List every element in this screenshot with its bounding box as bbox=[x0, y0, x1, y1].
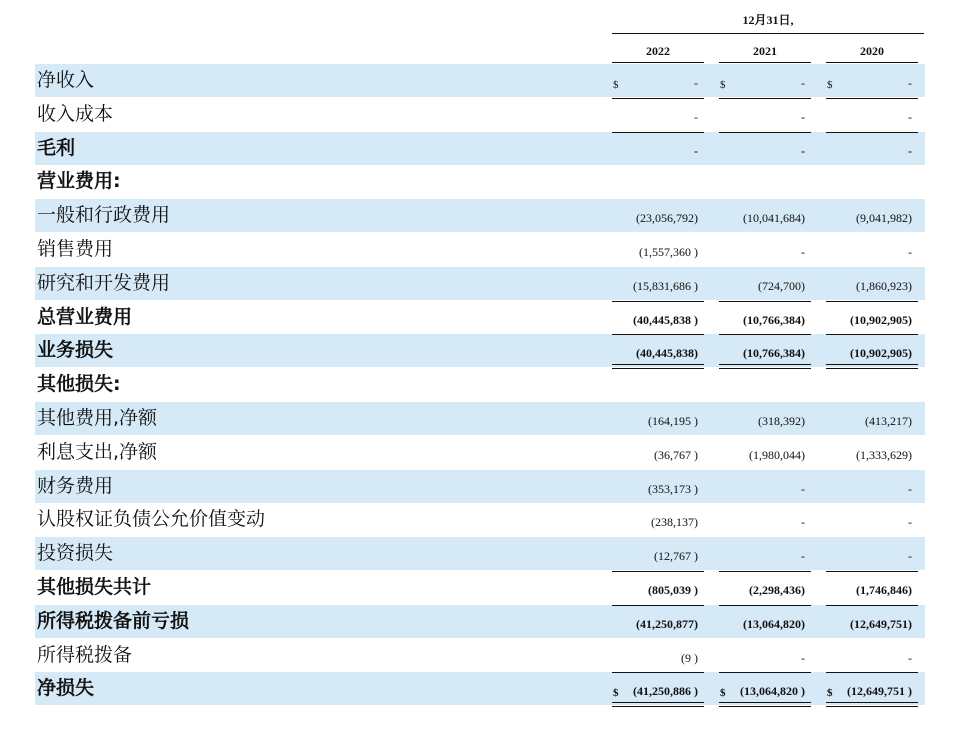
subtotal-rule bbox=[826, 301, 918, 302]
row-label: 净收入 bbox=[37, 69, 95, 91]
row-label: 利息支出,净额 bbox=[37, 440, 158, 463]
value-text: - bbox=[908, 515, 912, 530]
value-text: (724,700) bbox=[758, 278, 805, 293]
value-text: (10,766,384) bbox=[743, 312, 805, 327]
value-text: - bbox=[801, 109, 805, 124]
year-header-2021: 2021 bbox=[753, 44, 777, 58]
table-row bbox=[35, 672, 925, 705]
value-cell bbox=[612, 672, 704, 705]
subtotal-rule bbox=[612, 672, 704, 673]
value-text: (13,064,820 ) bbox=[740, 684, 805, 699]
table-row bbox=[35, 402, 925, 435]
value-text: (413,217) bbox=[865, 414, 912, 428]
value-text: (353,173 ) bbox=[648, 481, 698, 496]
year-underline bbox=[826, 62, 918, 63]
row-label: 净损失 bbox=[37, 677, 95, 700]
value-text: (1,980,044) bbox=[749, 447, 805, 462]
value-cell bbox=[612, 301, 704, 334]
value-text: - bbox=[908, 481, 912, 496]
subtotal-rule bbox=[719, 571, 811, 572]
value-text: - bbox=[908, 76, 912, 90]
subtotal-rule bbox=[719, 605, 811, 606]
value-text: (238,137) bbox=[651, 515, 698, 530]
table-row bbox=[35, 436, 925, 469]
subtotal-rule bbox=[719, 301, 811, 302]
subtotal-rule bbox=[719, 672, 811, 673]
value-text: (1,333,629) bbox=[856, 447, 912, 462]
subtotal-rule bbox=[612, 334, 704, 335]
table-row bbox=[35, 334, 925, 367]
value-cell bbox=[826, 98, 918, 131]
value-cell bbox=[826, 301, 918, 334]
value-cell bbox=[719, 199, 811, 232]
value-text: - bbox=[801, 515, 805, 530]
value-cell bbox=[612, 503, 704, 536]
row-label: 收入成本 bbox=[37, 102, 114, 125]
value-text: (9 ) bbox=[681, 650, 698, 665]
value-text: - bbox=[908, 109, 912, 124]
row-label: 毛利 bbox=[37, 136, 76, 159]
row-label: 其他损失共计 bbox=[37, 576, 152, 598]
value-cell bbox=[719, 672, 811, 705]
value-cell bbox=[826, 503, 918, 536]
total-double-rule bbox=[826, 702, 918, 707]
value-text: - bbox=[801, 650, 805, 665]
value-cell bbox=[719, 470, 811, 503]
value-cell bbox=[719, 571, 811, 604]
subtotal-rule bbox=[719, 334, 811, 335]
value-cell bbox=[612, 436, 704, 469]
value-cell bbox=[612, 605, 704, 638]
table-row bbox=[35, 233, 925, 266]
subtotal-rule bbox=[826, 98, 918, 99]
value-text: (1,860,923) bbox=[856, 278, 912, 293]
value-text: - bbox=[908, 143, 912, 158]
year-underline bbox=[612, 62, 704, 63]
row-label: 所得税拨备前亏损 bbox=[37, 609, 190, 632]
value-text: - bbox=[801, 549, 805, 564]
value-cell bbox=[612, 132, 704, 165]
subtotal-rule bbox=[612, 571, 704, 572]
value-cell bbox=[719, 605, 811, 638]
value-cell bbox=[612, 64, 704, 97]
value-cell bbox=[719, 64, 811, 97]
table-row bbox=[35, 267, 925, 300]
row-label: 营业费用: bbox=[37, 170, 121, 193]
value-cell bbox=[719, 334, 811, 367]
table-row bbox=[35, 571, 925, 604]
year-header-2020: 2020 bbox=[860, 44, 884, 58]
row-label: 总营业费用 bbox=[37, 305, 133, 328]
value-cell bbox=[826, 64, 918, 97]
value-text: - bbox=[694, 143, 698, 158]
value-cell bbox=[612, 199, 704, 232]
header-rule bbox=[612, 33, 924, 34]
value-cell bbox=[826, 605, 918, 638]
value-cell bbox=[719, 402, 811, 435]
row-label: 财务费用 bbox=[37, 474, 114, 497]
currency-symbol: $ bbox=[613, 79, 619, 91]
value-cell bbox=[719, 639, 811, 672]
subtotal-rule bbox=[826, 132, 918, 133]
value-text: (41,250,877) bbox=[636, 616, 698, 631]
value-cell bbox=[826, 334, 918, 367]
value-cell bbox=[719, 267, 811, 300]
currency-symbol: $ bbox=[720, 687, 726, 700]
value-text: - bbox=[801, 245, 805, 259]
value-cell bbox=[612, 165, 704, 198]
value-cell bbox=[826, 639, 918, 672]
value-text: (805,039 ) bbox=[648, 583, 698, 597]
value-text: - bbox=[908, 650, 912, 665]
value-text: (1,746,846) bbox=[856, 583, 912, 597]
table-row bbox=[35, 470, 925, 503]
subtotal-rule bbox=[612, 301, 704, 302]
subtotal-rule bbox=[612, 132, 704, 133]
table-row bbox=[35, 301, 925, 334]
value-text: - bbox=[908, 245, 912, 259]
value-cell bbox=[826, 436, 918, 469]
currency-symbol: $ bbox=[827, 79, 833, 91]
value-text: (10,766,384) bbox=[743, 346, 805, 361]
value-cell bbox=[612, 537, 704, 570]
table-row bbox=[35, 537, 925, 570]
value-cell bbox=[719, 436, 811, 469]
row-label: 业务损失 bbox=[37, 339, 114, 362]
value-cell bbox=[612, 402, 704, 435]
value-text: - bbox=[801, 143, 805, 158]
value-cell bbox=[826, 233, 918, 266]
value-text: - bbox=[801, 481, 805, 496]
value-cell bbox=[826, 368, 918, 401]
row-label: 研究和开发费用 bbox=[37, 271, 171, 294]
value-cell bbox=[826, 267, 918, 300]
table-row bbox=[35, 503, 925, 536]
subtotal-rule bbox=[826, 605, 918, 606]
value-cell bbox=[719, 233, 811, 266]
value-cell bbox=[612, 233, 704, 266]
value-cell bbox=[612, 368, 704, 401]
value-text: (2,298,436) bbox=[749, 583, 805, 597]
value-cell bbox=[612, 334, 704, 367]
total-double-rule bbox=[719, 702, 811, 707]
value-text: (10,902,905) bbox=[850, 312, 912, 327]
value-text: (13,064,820) bbox=[743, 616, 805, 631]
value-cell bbox=[612, 470, 704, 503]
row-label: 所得税拨备 bbox=[37, 643, 133, 666]
value-text: (10,041,684) bbox=[743, 211, 805, 226]
value-text: (164,195 ) bbox=[648, 414, 698, 428]
value-cell bbox=[719, 537, 811, 570]
row-label: 一般和行政费用 bbox=[37, 204, 171, 227]
value-text: - bbox=[694, 76, 698, 90]
value-cell bbox=[719, 301, 811, 334]
subtotal-rule bbox=[719, 132, 811, 133]
value-text: (40,445,838 ) bbox=[633, 312, 698, 327]
value-text: (40,445,838) bbox=[636, 346, 698, 361]
subtotal-rule bbox=[719, 98, 811, 99]
value-cell bbox=[826, 470, 918, 503]
subtotal-rule bbox=[826, 672, 918, 673]
subtotal-rule bbox=[612, 98, 704, 99]
row-label: 其他损失: bbox=[37, 373, 121, 396]
table-row bbox=[35, 165, 925, 198]
value-text: (41,250,886 ) bbox=[633, 684, 698, 699]
row-label: 其他费用,净额 bbox=[37, 407, 158, 429]
value-text: - bbox=[908, 549, 912, 564]
period-header: 12月31日, bbox=[742, 13, 794, 27]
value-cell bbox=[826, 537, 918, 570]
value-text: - bbox=[694, 109, 698, 124]
value-cell bbox=[826, 571, 918, 604]
row-label: 销售费用 bbox=[37, 238, 114, 260]
value-text: (23,056,792) bbox=[636, 211, 698, 226]
value-cell bbox=[826, 672, 918, 705]
value-cell bbox=[719, 132, 811, 165]
value-cell bbox=[612, 639, 704, 672]
value-text: (1,557,360 ) bbox=[639, 245, 698, 259]
subtotal-rule bbox=[826, 571, 918, 572]
value-cell bbox=[719, 503, 811, 536]
subtotal-rule bbox=[826, 334, 918, 335]
row-label: 认股权证负债公允价值变动 bbox=[37, 508, 266, 531]
year-header-2022: 2022 bbox=[646, 44, 670, 58]
value-text: (10,902,905) bbox=[850, 346, 912, 361]
table-row bbox=[35, 199, 925, 232]
value-text: (9,041,982) bbox=[856, 211, 912, 226]
value-text: - bbox=[801, 76, 805, 90]
total-double-rule bbox=[612, 702, 704, 707]
row-label: 投资损失 bbox=[37, 542, 114, 565]
subtotal-rule bbox=[612, 605, 704, 606]
currency-symbol: $ bbox=[827, 687, 833, 700]
value-cell bbox=[612, 267, 704, 300]
value-text: (15,831,686 ) bbox=[633, 278, 698, 293]
value-cell bbox=[826, 402, 918, 435]
table-row bbox=[35, 98, 925, 131]
table-row bbox=[35, 605, 925, 638]
currency-symbol: $ bbox=[720, 79, 726, 91]
value-text: (12,649,751) bbox=[850, 616, 912, 631]
value-cell bbox=[719, 368, 811, 401]
value-text: (12,767 ) bbox=[654, 549, 698, 564]
table-row bbox=[35, 64, 925, 97]
value-cell bbox=[612, 571, 704, 604]
value-cell bbox=[719, 165, 811, 198]
value-cell bbox=[719, 98, 811, 131]
value-text: (318,392) bbox=[758, 414, 805, 428]
value-cell bbox=[826, 165, 918, 198]
value-cell bbox=[826, 199, 918, 232]
table-row bbox=[35, 368, 925, 401]
value-text: (36,767 ) bbox=[654, 447, 698, 462]
table-row bbox=[35, 132, 925, 165]
table-row bbox=[35, 639, 925, 672]
value-cell bbox=[826, 132, 918, 165]
year-underline bbox=[719, 62, 811, 63]
value-cell bbox=[612, 98, 704, 131]
currency-symbol: $ bbox=[613, 687, 619, 700]
value-text: (12,649,751 ) bbox=[847, 684, 912, 699]
